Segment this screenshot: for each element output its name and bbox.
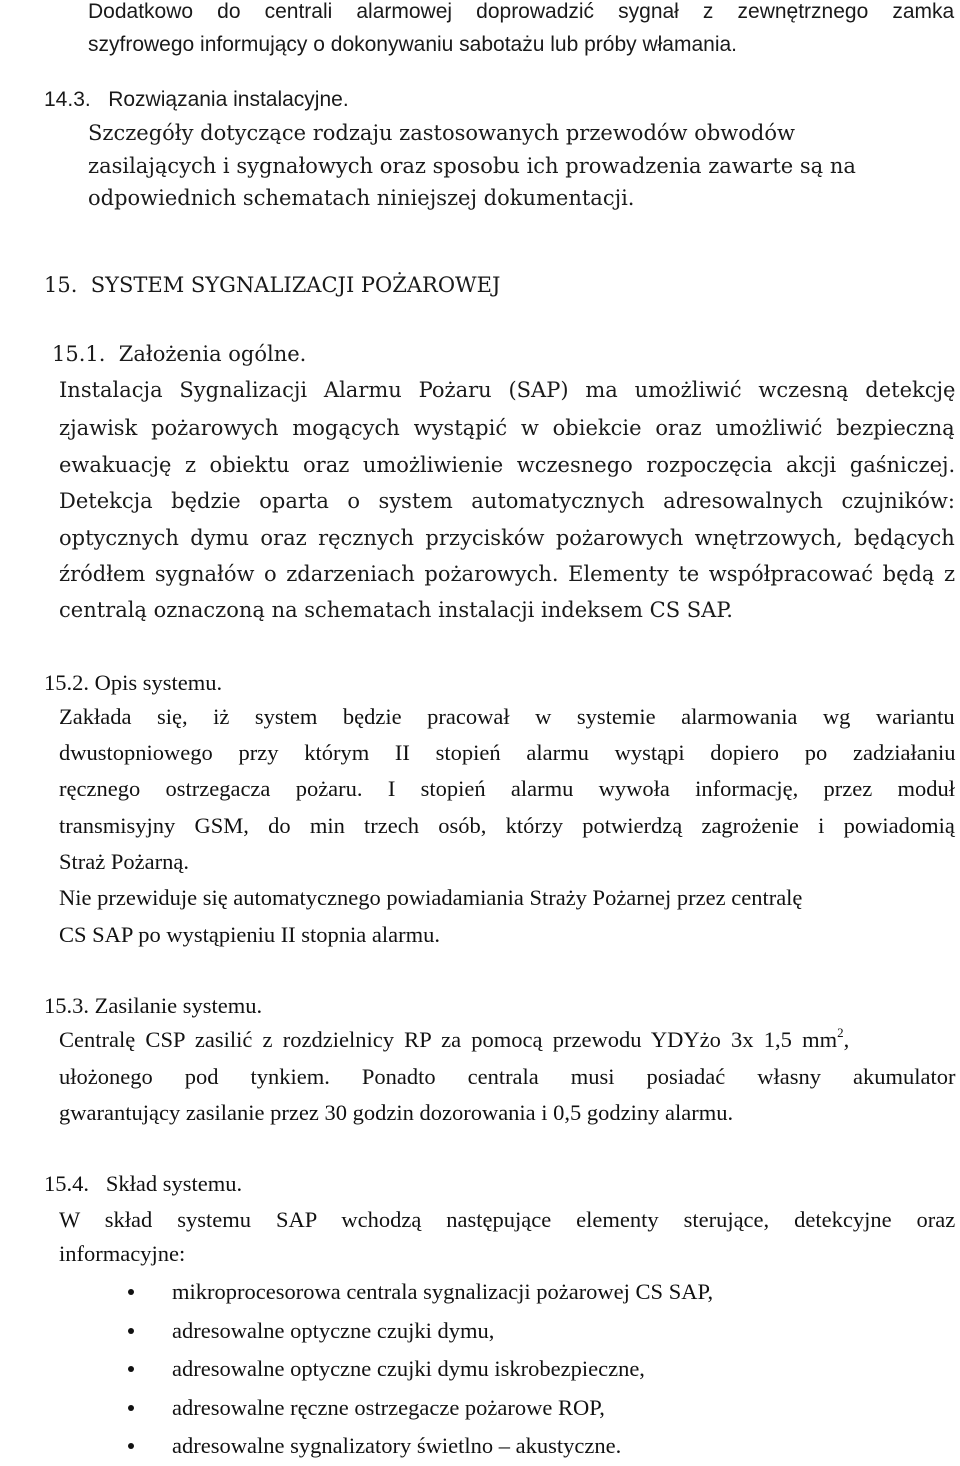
section-14-3-heading: 14.3. Rozwiązania instalacyjne. [44, 88, 349, 111]
list-item: adresowalne optyczne czujki dymu, [128, 1312, 713, 1351]
superscript-2: 2 [837, 1025, 844, 1040]
body-line: Straż Pożarną. [59, 849, 189, 874]
note-line-2: CS SAP po wystąpieniu II stopnia alarmu. [59, 922, 441, 947]
intro-line-2: szyfrowego informujący o dokonywaniu sabotażu lub próby włamania. [88, 33, 738, 56]
section-15-heading: 15. SYSTEM SYGNALIZACJI POŻAROWEJ [44, 273, 501, 297]
list-item: adresowalne sygnalizatory świetlno – akustyczne. [128, 1427, 713, 1466]
list-item: adresowalne optyczne czujki dymu iskrobezpieczne, [128, 1350, 713, 1389]
body-line: Instalacja Sygnalizacji Alarmu Pożaru (SAP) ma umożliwić wczesną detekcję [59, 378, 956, 402]
body-line: Zakłada się, iż system będzie pracował w systemie alarmowania wg wariantu [59, 704, 955, 729]
section-14-3-line-1: Szczegóły dotyczące rodzaju zastosowanych przewodów obwodów [88, 121, 795, 145]
section-15-3-heading: 15.3. Zasilanie systemu. [44, 993, 263, 1018]
section-14-3-line-2: zasilających i sygnałowych oraz sposobu ich prowadzenia zawarte są na [88, 154, 856, 178]
body-line: ręcznego ostrzegacza pożaru. I stopień alarmu wywoła informację, przez moduł [59, 776, 956, 801]
body-line: Detekcja będzie oparta o system automatycznych adresowalnych czujników: [59, 489, 955, 513]
bullet-icon [128, 1289, 134, 1295]
section-15-1-heading: 15.1. Założenia ogólne. [52, 342, 307, 366]
intro-line-1: Dodatkowo do centrali alarmowej doprowadzić sygnał z zewnętrznego zamka [88, 0, 955, 23]
body-line: ewakuację z obiektu oraz umożliwienie wczesnego rozpoczęcia akcji gaśniczej. [59, 453, 956, 477]
list-item: mikroprocesorowa centrala sygnalizacji pożarowej CS SAP, [128, 1273, 713, 1312]
power-line-1 [59, 1027, 955, 1053]
body-line: zjawisk pożarowych mogących wystąpić w obiekcie oraz umożliwić bezpieczną [59, 416, 955, 440]
power-line-2: ułożonego pod tynkiem. Ponadto centrala musi posiadać własny akumulator [59, 1064, 956, 1089]
bullet-icon [128, 1443, 134, 1449]
bullet-icon [128, 1328, 134, 1334]
power-line-1-text: Centralę CSP zasilić z rozdzielnicy RP za pomocą przewodu YDYżo 3x 1,5 mm [59, 1027, 838, 1052]
section-15-2-heading: 15.2. Opis systemu. [44, 670, 223, 695]
bullet-icon [128, 1366, 134, 1372]
note-line-1: Nie przewiduje się automatycznego powiadamiania Straży Pożarnej przez centralę [59, 885, 803, 910]
power-line-3: gwarantujący zasilanie przez 30 godzin dozorowania i 0,5 godziny alarmu. [59, 1100, 734, 1125]
composition-line-1: W skład systemu SAP wchodzą następujące elementy sterujące, detekcyjne oraz [59, 1207, 956, 1232]
body-line: transmisyjny GSM, do min trzech osób, którzy potwierdzą zagrożenie i powiadomią [59, 813, 955, 838]
body-line: centralą oznaczoną na schematach instalacji indeksem CS SAP. [59, 598, 733, 622]
component-list [128, 1273, 713, 1466]
section-14-3-line-3: odpowiednich schematach niniejszej dokumentacji. [88, 186, 635, 210]
body-line: źródłem sygnałów o zdarzeniach pożarowych. Elementy te współpracować będą z [59, 562, 956, 586]
composition-line-2: informacyjne: [59, 1241, 186, 1266]
list-item: adresowalne ręczne ostrzegacze pożarowe ROP, [128, 1389, 713, 1428]
body-line: optycznych dymu oraz ręcznych przycisków pożarowych wnętrzowych, będących [59, 526, 955, 550]
body-line: dwustopniowego przy którym II stopień alarmu wystąpi dopiero po zadziałaniu [59, 740, 956, 765]
power-line-1-end: , [843, 1027, 850, 1052]
bullet-icon [128, 1405, 134, 1411]
section-15-4-heading: 15.4. Skład systemu. [44, 1171, 243, 1196]
